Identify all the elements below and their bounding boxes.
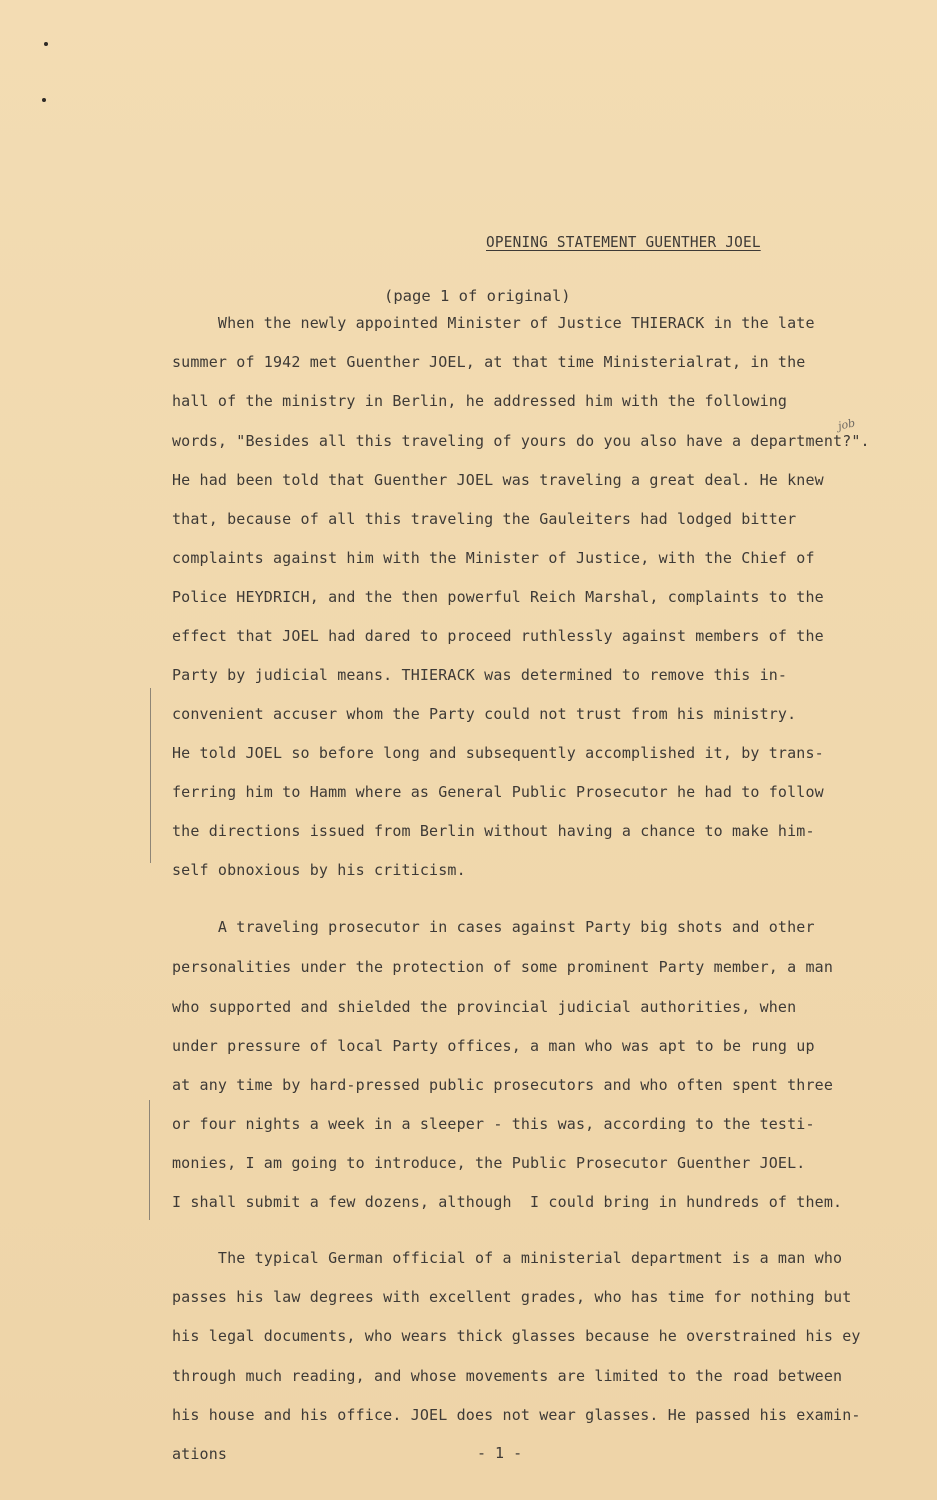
text-line: He had been told that Guenther JOEL was traveling a great deal. He knew: [172, 471, 824, 489]
text-line: at any time by hard-pressed public prosecutors and who often spent three: [172, 1076, 834, 1094]
text-line: He told JOEL so before long and subsequently accomplished it, by trans-: [172, 744, 824, 762]
punch-hole-mark: [44, 42, 48, 46]
text-line: his legal documents, who wears thick glasses because he overstrained his ey: [172, 1327, 861, 1345]
page-number: - 1 -: [477, 1444, 523, 1462]
document-title: OPENING STATEMENT GUENTHER JOEL: [486, 233, 761, 251]
handwritten-margin-note: job: [836, 416, 857, 433]
margin-line-mark: [150, 688, 151, 863]
text-line: hall of the ministry in Berlin, he addressed him with the following: [172, 392, 788, 410]
text-line: I shall submit a few dozens, although I could bring in hundreds of them.: [172, 1193, 843, 1211]
page-reference: (page 1 of original): [384, 287, 571, 305]
text-line: that, because of all this traveling the Gauleiters had lodged bitter: [172, 510, 797, 528]
text-line: passes his law degrees with excellent grades, who has time for nothing but: [172, 1288, 852, 1306]
text-line: through much reading, and whose movements are limited to the road between: [172, 1367, 843, 1385]
text-line: ferring him to Hamm where as General Public Prosecutor he had to follow: [172, 783, 824, 801]
text-line: under pressure of local Party offices, a man who was apt to be rung up: [172, 1037, 815, 1055]
text-line: self obnoxious by his criticism.: [172, 861, 466, 879]
text-line: summer of 1942 met Guenther JOEL, at that time Ministerialrat, in the: [172, 353, 806, 371]
text-line: Party by judicial means. THIERACK was determined to remove this in-: [172, 666, 788, 684]
text-line: the directions issued from Berlin without having a chance to make him-: [172, 822, 815, 840]
text-line: convenient accuser whom the Party could not trust from his ministry.: [172, 705, 797, 723]
text-line: The typical German official of a ministerial department is a man who: [172, 1249, 843, 1267]
text-line: A traveling prosecutor in cases against Party big shots and other: [172, 918, 815, 936]
text-line: who supported and shielded the provincial judicial authorities, when: [172, 998, 797, 1016]
punch-hole-mark: [42, 98, 46, 102]
text-line: words, "Besides all this traveling of yours do you also have a department?".: [172, 432, 870, 450]
text-line: personalities under the protection of some prominent Party member, a man: [172, 958, 834, 976]
margin-line-mark: [149, 1100, 150, 1220]
text-line: or four nights a week in a sleeper - this was, according to the testi-: [172, 1115, 815, 1133]
text-line: effect that JOEL had dared to proceed ruthlessly against members of the: [172, 627, 824, 645]
text-line: ations: [172, 1445, 228, 1463]
text-line: Police HEYDRICH, and the then powerful Reich Marshal, complaints to the: [172, 588, 824, 606]
text-line: When the newly appointed Minister of Justice THIERACK in the late: [172, 314, 815, 332]
text-line: complaints against him with the Minister of Justice, with the Chief of: [172, 549, 815, 567]
text-line: monies, I am going to introduce, the Public Prosecutor Guenther JOEL.: [172, 1154, 806, 1172]
text-line: his house and his office. JOEL does not wear glasses. He passed his examin-: [172, 1406, 861, 1424]
